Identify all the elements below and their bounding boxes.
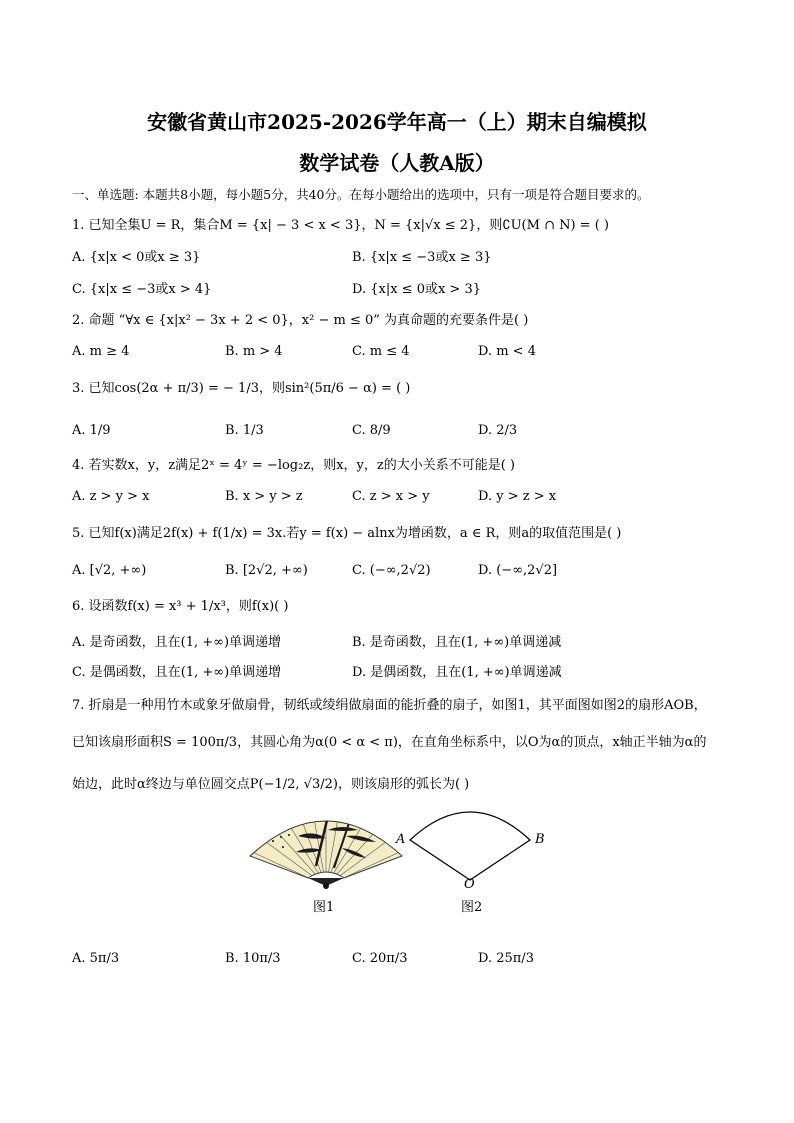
q1-option-c: C. {x|x ≤ −3或x > 4} [72, 282, 212, 297]
q4-option-c: C. z > x > y [352, 489, 430, 504]
question-3-stem: 3. 已知cos(2α + π/3) = − 1/3，则sin²(5π/6 − α) = ( ) [72, 381, 411, 396]
q1-option-d: D. {x|x ≤ 0或x > 3} [352, 282, 481, 297]
q3-option-b: B. 1/3 [225, 423, 264, 438]
question-2-stem: 2. 命题 “∀x ∈ {x|x² − 3x + 2 < 0}，x² − m ≤ 0” 为真命题的充要条件是( ) [72, 313, 529, 328]
q3-option-c: C. 8/9 [352, 423, 391, 438]
q6-option-d: D. 是偶函数，且在(1, +∞)单调递减 [352, 665, 562, 680]
point-a-label: A [396, 832, 406, 847]
q5-option-c: C. (−∞,2√2) [352, 563, 431, 578]
question-7-stem-line2: 已知该扇形面积S = 100π/3，其圆心角为α(0 < α < π)，在直角坐标系中，以O为α的顶点，x轴正半轴为α的 [72, 735, 707, 750]
section-heading: 一、单选题: 本题共8小题，每小题5分，共40分。在每小题给出的选项中，只有一项是符合题目要求的。 [72, 187, 650, 202]
question-7-stem-line1: 7. 折扇是一种用竹木或象牙做扇骨，韧纸或绫绢做扇面的能折叠的扇子，如图1，其平面图如图2的扇形AOB， [72, 698, 707, 713]
exam-title: 安徽省黄山市2025-2026学年高一（上）期末自编模拟 [147, 110, 647, 134]
q1-option-b: B. {x|x ≤ −3或x ≥ 3} [352, 250, 492, 265]
q6-option-c: C. 是偶函数，且在(1, +∞)单调递增 [72, 665, 282, 680]
q5-option-b: B. [2√2, +∞) [225, 563, 308, 578]
question-4-stem: 4. 若实数x，y，z满足2ˣ = 4ʸ = −log₂z，则x，y，z的大小关系不可能是( ) [72, 458, 515, 473]
q7-option-a: A. 5π/3 [72, 951, 120, 966]
question-6-stem: 6. 设函数f(x) = x³ + 1/x³，则f(x)( ) [72, 599, 289, 614]
question-7-stem-line3: 始边，此时α终边与单位圆交点P(−1/2, √3/2)，则该扇形的弧长为( ) [72, 777, 470, 792]
q5-option-d: D. (−∞,2√2] [478, 563, 558, 578]
q7-option-b: B. 10π/3 [225, 951, 281, 966]
q2-option-d: D. m < 4 [478, 344, 536, 359]
q6-option-a: A. 是奇函数，且在(1, +∞)单调递增 [72, 635, 282, 650]
q2-option-b: B. m > 4 [225, 344, 283, 359]
q2-option-a: A. m ≥ 4 [72, 344, 130, 359]
point-b-label: B [535, 832, 545, 847]
question-1-stem: 1. 已知全集U = R，集合M = {x| − 3 < x < 3}，N = {x|√x ≤ 2}，则∁U(M ∩ N) = ( ) [72, 218, 609, 233]
point-o-label: O [464, 877, 475, 892]
q4-option-b: B. x > y > z [225, 489, 303, 504]
q7-option-d: D. 25π/3 [478, 951, 534, 966]
exam-subtitle: 数学试卷（人教A版） [299, 151, 495, 175]
q6-option-b: B. 是奇函数，且在(1, +∞)单调递减 [352, 635, 562, 650]
q3-option-d: D. 2/3 [478, 423, 518, 438]
q4-option-d: D. y > z > x [478, 489, 557, 504]
q3-option-a: A. 1/9 [72, 423, 111, 438]
q1-option-a: A. {x|x < 0或x ≥ 3} [72, 250, 201, 265]
figure-1-caption: 图1 [313, 900, 335, 915]
question-5-stem: 5. 已知f(x)满足2f(x) + f(1/x) = 3x.若y = f(x) − alnx为增函数，a ∈ R，则a的取值范围是( ) [72, 526, 622, 541]
fan-illustration [246, 806, 406, 892]
q5-option-a: A. [√2, +∞) [72, 563, 147, 578]
q2-option-c: C. m ≤ 4 [352, 344, 410, 359]
figure-2-caption: 图2 [461, 900, 483, 915]
q7-option-c: C. 20π/3 [352, 951, 408, 966]
q4-option-a: A. z > y > x [72, 489, 150, 504]
